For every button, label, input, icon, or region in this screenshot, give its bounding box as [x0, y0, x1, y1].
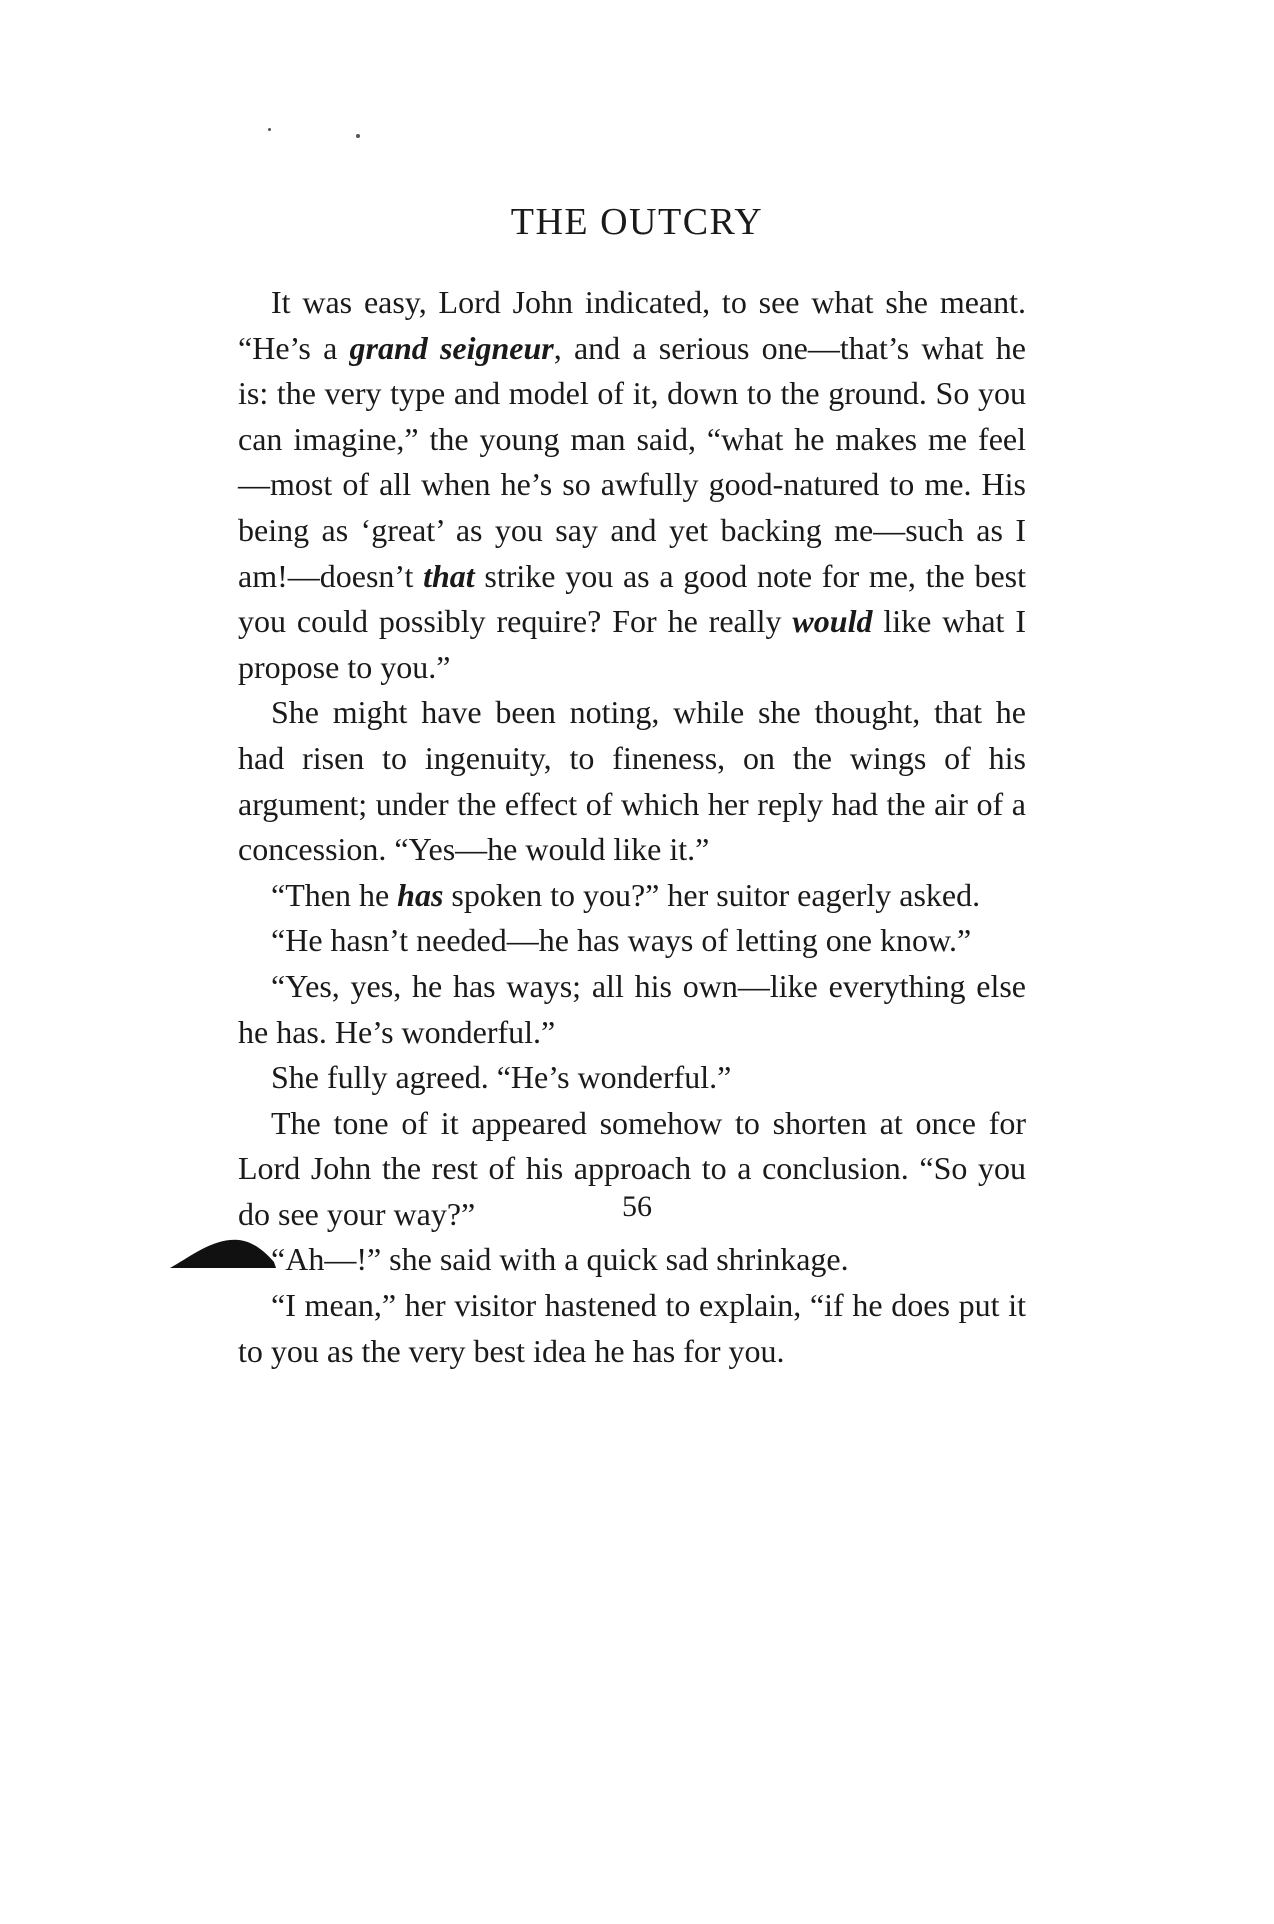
text-run: like what I propose to you.”: [238, 603, 1027, 685]
paragraph: [238, 280, 1026, 690]
text-run: She might have been noting, while she thought, that he had risen to ingenuity, to fineness, on the wings of his argument; under the effect of which her reply had the air of a concession. “Yes—he would like it.”: [238, 694, 1026, 868]
text-run: “I mean,” her visitor hastened to explain, “if he does put it to you as the very best idea he has for you.: [238, 1287, 1026, 1369]
paragraph: [238, 1283, 1026, 1374]
paragraph: [238, 964, 1026, 1055]
running-head: THE OUTCRY: [510, 201, 764, 243]
ink-speck: [356, 134, 360, 138]
text-run: , and a serious one—that’s what he is: the very type and model of it, down to the ground. So you can imagine,” the young man said, “what he makes me feel—most of all when he’s so awfully good-natured to me. His being as ‘great’ as you say and yet backing me—such as I am!—doesn’t: [238, 329, 1027, 594]
ink-blot-mark: [168, 1236, 278, 1270]
text-run: The tone of it appeared somehow to shorten at once for Lord John the rest of his approach to a conclusion. “So you do see your way?”: [238, 1104, 1026, 1232]
paragraph: [238, 918, 1026, 964]
italic-run: grand seigneur: [349, 329, 554, 366]
text-run: strike you as a good note for me, the best you could possibly require? For he really: [238, 557, 1027, 640]
paragraph: [238, 873, 1026, 919]
ink-speck: [268, 128, 271, 131]
paragraph: [238, 1237, 1026, 1283]
paragraph: [238, 690, 1026, 872]
text-run: “Then he: [271, 876, 398, 913]
italic-run: has: [397, 876, 444, 913]
page-number: 56: [622, 1190, 652, 1223]
text-run: “He hasn’t needed—he has ways of letting one know.”: [271, 922, 972, 959]
paragraph: [238, 1055, 1026, 1101]
text-run: “Yes, yes, he has ways; all his own—like everything else he has. He’s wonderful.”: [238, 967, 1026, 1050]
text-run: It was easy, Lord John indicated, to see what she meant. “He’s a: [238, 284, 1026, 366]
text-run: She fully agreed. “He’s wonderful.”: [271, 1059, 732, 1096]
text-run: “Ah—!” she said with a quick sad shrinkage.: [271, 1241, 849, 1278]
italic-run: that: [423, 557, 475, 594]
text-run: spoken to you?” her suitor eagerly asked.: [443, 876, 981, 913]
italic-run: would: [792, 603, 873, 640]
